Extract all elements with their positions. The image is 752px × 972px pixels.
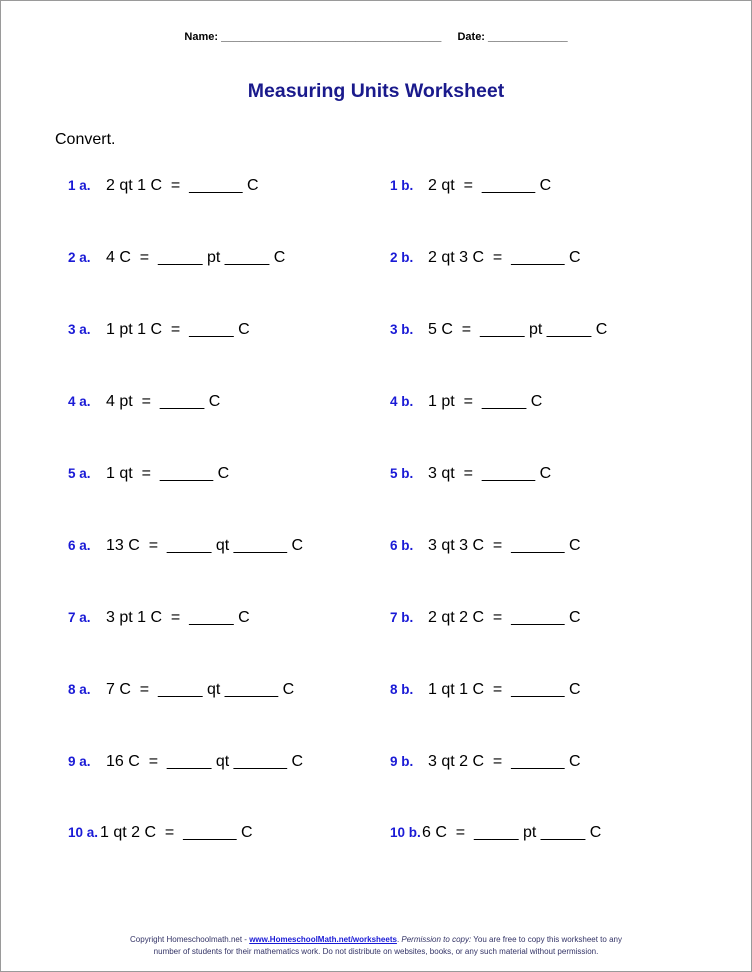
worksheet-title: Measuring Units Worksheet bbox=[247, 80, 505, 102]
footer-link[interactable]: www.HomeschoolMath.net/worksheets bbox=[249, 935, 397, 944]
problem-expression: 3 qt 2 C = ______ C bbox=[428, 753, 581, 770]
problem-number: 3 b. bbox=[390, 322, 414, 337]
problem-4b bbox=[390, 393, 542, 415]
problem-6b bbox=[390, 537, 581, 559]
problem-expression: 13 C = _____ qt ______ C bbox=[106, 537, 304, 554]
problem-5a bbox=[68, 465, 229, 487]
problem-expression: 2 qt 1 C = ______ C bbox=[106, 177, 259, 194]
problem-expression: 1 qt 1 C = ______ C bbox=[428, 681, 581, 698]
problem-1a bbox=[68, 177, 259, 199]
problem-number: 9 b. bbox=[390, 754, 414, 769]
problem-number: 8 a. bbox=[68, 682, 91, 697]
problem-number: 7 b. bbox=[390, 610, 414, 625]
name-blank: ____________________________________ bbox=[221, 31, 442, 43]
name-label: Name: bbox=[184, 31, 219, 43]
problem-number: 4 a. bbox=[68, 394, 91, 409]
problem-number: 6 a. bbox=[68, 538, 91, 553]
problem-7a bbox=[68, 609, 250, 631]
problem-number: 6 b. bbox=[390, 538, 414, 553]
footer-line-2: number of students for their mathematics work. Do not distribute on websites, books, or any such material without permission. bbox=[153, 947, 599, 956]
problem-expression: 16 C = _____ qt ______ C bbox=[106, 753, 304, 770]
problem-expression: 1 pt = _____ C bbox=[428, 393, 543, 410]
footer-line-1: Copyright Homeschoolmath.net - www.HomeschoolMath.net/worksheets. Permission to copy: You are free to copy this worksheet to any bbox=[130, 935, 622, 944]
problem-number: 2 b. bbox=[390, 250, 414, 265]
problem-10b bbox=[390, 824, 601, 846]
problem-9a bbox=[68, 753, 303, 775]
problem-expression: 5 C = _____ pt _____ C bbox=[428, 321, 608, 338]
problem-number: 1 b. bbox=[390, 178, 414, 193]
problem-number: 1 a. bbox=[68, 178, 91, 193]
problem-4a bbox=[68, 393, 220, 415]
problem-number: 5 b. bbox=[390, 466, 414, 481]
problem-expression: 2 qt 2 C = ______ C bbox=[428, 609, 581, 626]
problem-number: 7 a. bbox=[68, 610, 91, 625]
problem-9b bbox=[390, 753, 581, 775]
problem-expression: 6 C = _____ pt _____ C bbox=[422, 824, 602, 841]
problem-expression: 2 qt 3 C = ______ C bbox=[428, 249, 581, 266]
instruction: Convert. bbox=[55, 131, 116, 148]
problem-3a bbox=[68, 321, 250, 343]
problem-2b bbox=[390, 249, 581, 271]
date-blank: _____________ bbox=[488, 31, 568, 43]
problem-6a bbox=[68, 537, 303, 559]
problem-number: 5 a. bbox=[68, 466, 91, 481]
problem-8b bbox=[390, 681, 581, 703]
footer-permission-text: You are free to copy this worksheet to any bbox=[471, 935, 622, 944]
problem-number: 4 b. bbox=[390, 394, 414, 409]
problem-number: 10 a. bbox=[68, 825, 99, 840]
footer bbox=[0, 934, 752, 958]
problem-8a bbox=[68, 681, 294, 703]
problem-expression: 1 qt = ______ C bbox=[106, 465, 230, 482]
problem-1b bbox=[390, 177, 551, 199]
problem-expression: 4 pt = _____ C bbox=[106, 393, 221, 410]
problem-number: 3 a. bbox=[68, 322, 91, 337]
problem-expression: 3 qt 3 C = ______ C bbox=[428, 537, 581, 554]
problem-expression: 1 qt 2 C = ______ C bbox=[100, 824, 253, 841]
problem-expression: 2 qt = ______ C bbox=[428, 177, 552, 194]
problem-number: 2 a. bbox=[68, 250, 91, 265]
problem-7b bbox=[390, 609, 581, 631]
problem-expression: 1 pt 1 C = _____ C bbox=[106, 321, 250, 338]
problem-3b bbox=[390, 321, 607, 343]
problem-5b bbox=[390, 465, 551, 487]
date-label: Date: bbox=[457, 31, 485, 43]
problem-10a bbox=[68, 824, 253, 846]
problem-expression: 4 C = _____ pt _____ C bbox=[106, 249, 286, 266]
footer-copyright: Copyright Homeschoolmath.net - bbox=[130, 935, 250, 944]
problem-number: 8 b. bbox=[390, 682, 414, 697]
footer-permission-label: Permission to copy: bbox=[401, 935, 472, 944]
problem-number: 9 a. bbox=[68, 754, 91, 769]
problem-expression: 7 C = _____ qt ______ C bbox=[106, 681, 295, 698]
header bbox=[0, 31, 752, 43]
problem-expression: 3 pt 1 C = _____ C bbox=[106, 609, 250, 626]
problem-expression: 3 qt = ______ C bbox=[428, 465, 552, 482]
problem-number: 10 b. bbox=[390, 825, 421, 840]
problem-2a bbox=[68, 249, 285, 271]
